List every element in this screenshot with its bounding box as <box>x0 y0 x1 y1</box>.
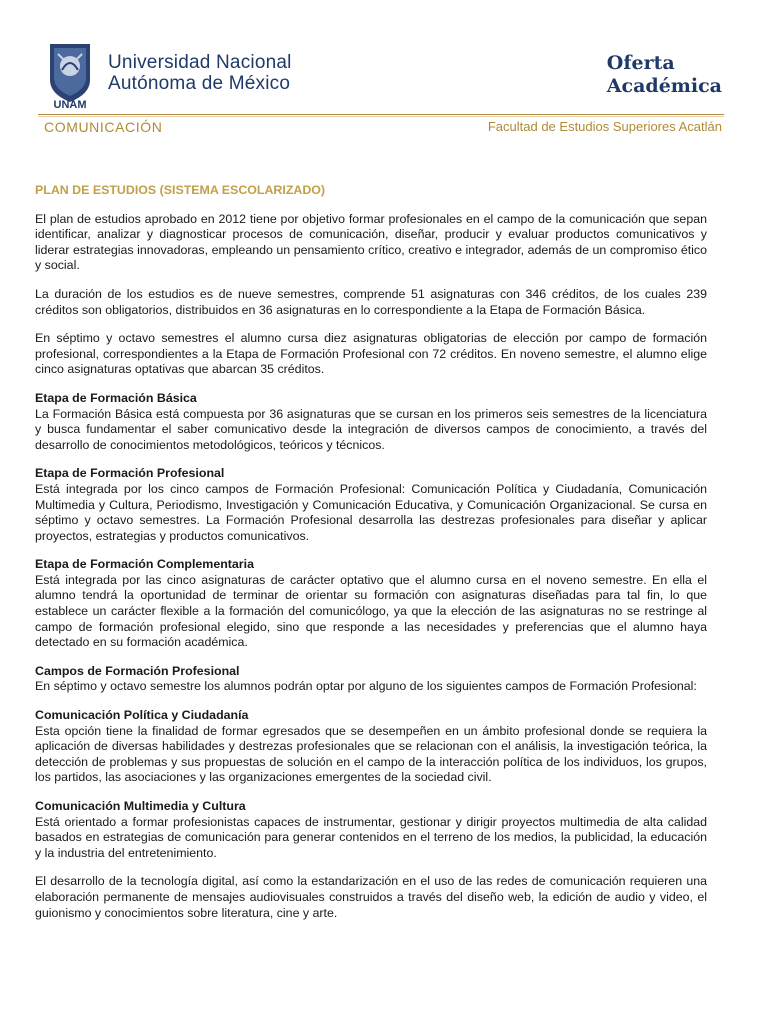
section-body: Está integrada por las cinco asignaturas de carácter optativo que el alumno cursa en el noveno semestre. En ella el alumno tendrá la oportunidad de terminar de orientar su formación con asignaturas diseñadas para tal fin, lo que establece un carácter flexible a la formación del comunicólogo, ya que la elección de las asignaturas no se restringe al campo de formación profesional elegido, sino que responde a las necesidades y preferencias que el alumno haya detectado en su formación académica. <box>35 572 707 650</box>
section-politica-ciudadania <box>35 708 707 786</box>
section-formacion-basica <box>35 391 707 453</box>
section-heading: Etapa de Formación Complementaria <box>35 557 254 572</box>
intro-paragraph-3: En séptimo y octavo semestres el alumno cursa diez asignaturas obligatorias de elección por campo de formación profesional, correspondientes a la Etapa de Formación Profesional con 72 créditos. En noveno semestre, el alumno elige cinco asignaturas optativas que abarcan 35 créditos. <box>35 331 707 377</box>
oferta-academica-title <box>607 52 722 98</box>
page-header <box>0 0 768 150</box>
logo-text: UNAM <box>53 99 87 110</box>
section-heading: Comunicación Política y Ciudadanía <box>35 708 249 723</box>
intro-paragraph-2: La duración de los estudios es de nueve semestres, comprende 51 asignaturas con 346 créditos, de los cuales 239 créditos son obligatorios, distribuidos en 36 asignaturas en lo correspondiente a la Etapa de Formación Básica. <box>35 286 707 317</box>
university-name-line-1: Universidad Nacional <box>108 52 292 73</box>
document-title: PLAN DE ESTUDIOS (SISTEMA ESCOLARIZADO) <box>35 183 326 197</box>
university-name <box>108 52 292 94</box>
faculty-label: Facultad de Estudios Superiores Acatlán <box>487 119 722 134</box>
header-divider <box>38 114 724 115</box>
section-body: Esta opción tiene la finalidad de formar egresados que se desempeñen en un ámbito profesional donde se requiera la aplicación de diversas habilidades y destrezas profesionales que se relacionan con el análisis, la investigación teórica, la detección de problemas y sus propuestas de solución en el campo de la interacción política de los individuos, los grupos, los partidos, las asociaciones y las organizaciones emergentes de la sociedad civil. <box>35 723 707 785</box>
section-formacion-profesional <box>35 466 707 544</box>
section-multimedia-cultura <box>35 799 707 861</box>
offer-line-2: Académica <box>606 75 722 97</box>
university-name-line-2: Autónoma de México <box>108 73 291 94</box>
document-body <box>35 183 707 934</box>
section-body: La Formación Básica está compuesta por 36 asignaturas que se cursan en los primeros seis semestres de la licenciatura y busca fundamentar el saber comunicativo desde la integración de diversos campos de conocimiento, a través del desarrollo de conocimientos metodológicos, teóricos y técnicos. <box>35 406 707 452</box>
section-campos-formacion <box>35 664 707 695</box>
section-heading: Etapa de Formación Básica <box>35 390 197 405</box>
intro-paragraph-1: El plan de estudios aprobado en 2012 tiene por objetivo formar profesionales en el campo de la comunicación que sepan identificar, analizar y diagnosticar procesos de comunicación, diseñar, producir y evaluar productos comunicativos y liderar estrategias innovadoras, empleando un pensamiento crítico, creativo e integrador, además de un compromiso ético y social. <box>35 211 707 273</box>
section-body: Está orientado a formar profesionistas capaces de instrumentar, gestionar y dirigir proyectos multimedia de alta calidad basados en estrategias de comunicación para generar contenidos en el terreno de los medios, la publicidad, la educación y la industria del entretenimiento. <box>35 814 707 860</box>
section-body: En séptimo y octavo semestre los alumnos podrán optar por alguno de los siguientes campos de Formación Profesional: <box>35 679 697 694</box>
section-heading: Comunicación Multimedia y Cultura <box>35 799 246 813</box>
offer-line-1: Oferta <box>606 52 675 74</box>
header-divider-light <box>38 116 724 117</box>
closing-paragraph: El desarrollo de la tecnología digital, así como la estandarización en el uso de las redes de comunicación requieren una elaboración permanente de mensajes audiovisuales construidos a través del diseño web, la edición de audio y video, el guionismo y conocimientos sobre literatura, cine y arte. <box>35 874 707 920</box>
section-body: Está integrada por los cinco campos de Formación Profesional: Comunicación Política y Ciudadanía, Comunicación Multimedia y Cultura, Periodismo, Investigación y Comunicación Educativa, y Comunicación Organizacional. Se cursa en séptimo y octavo semestres. La Formación Profesional desarrolla las destrezas profesionales para diseñar y aplicar proyectos, estrategias y productos comunicativos. <box>35 481 707 543</box>
area-label: COMUNICACIÓN <box>44 119 163 135</box>
unam-crest-logo <box>44 40 96 110</box>
section-formacion-complementaria <box>35 557 707 651</box>
section-heading: Campos de Formación Profesional <box>35 663 240 678</box>
section-heading: Etapa de Formación Profesional <box>35 466 225 481</box>
